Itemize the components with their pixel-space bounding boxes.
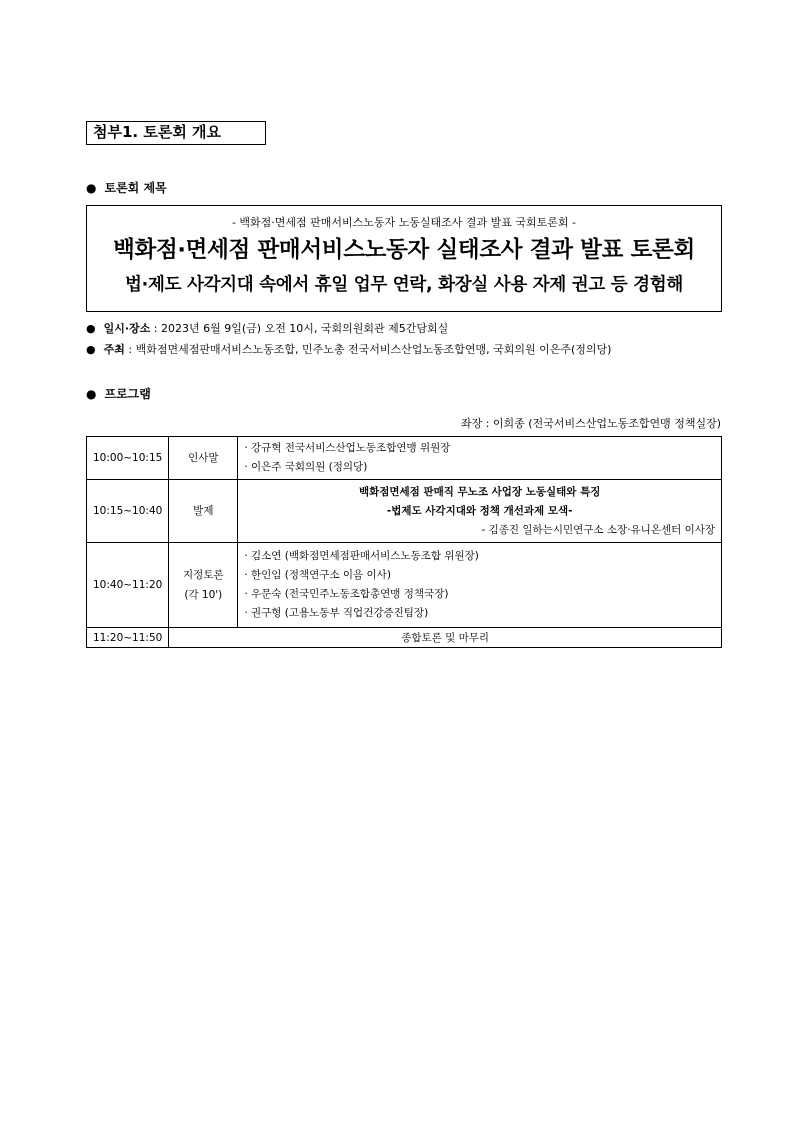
list-item: · 이은주 국회의원 (정의당): [244, 461, 368, 473]
list-item: · 권구형 (고용노동부 직업건강증진팀장): [244, 607, 429, 619]
program-heading-label: 프로그램: [104, 387, 151, 401]
list-item: · 우문숙 (전국민주노동조합총연맹 정책국장): [244, 588, 449, 600]
detail-cell: [238, 543, 722, 628]
bullet-icon: ●: [86, 387, 97, 401]
bullet-icon: ●: [86, 343, 96, 356]
time-cell: 11:20~11:50: [87, 628, 169, 648]
table-row: [87, 628, 722, 648]
list-item: · 김소연 (백화점면세점판매서비스노동조합 위원장): [244, 550, 479, 562]
table-row: [87, 437, 722, 480]
closing-cell: 종합토론 및 마무리: [169, 628, 722, 648]
bullet-icon: ●: [86, 181, 97, 195]
chair-line: 좌장 : 이희종 (전국서비스산업노동조합연맹 정책실장): [460, 417, 721, 430]
presentation-subtitle: -법제도 사각지대와 정책 개선과제 모색-: [386, 504, 573, 517]
presentation-title: 백화점면세점 판매직 무노조 사업장 노동실태와 특징: [358, 485, 601, 498]
bullet-icon: ●: [86, 322, 96, 335]
program-table: [86, 436, 722, 648]
detail-cell: [238, 437, 722, 480]
info-datetime: [86, 321, 448, 337]
attachment-title: 첨부1. 토론회 개요: [86, 121, 266, 145]
time-cell: 10:40~11:20: [87, 543, 169, 628]
kind-cell: 발제: [169, 480, 238, 543]
section-heading-label: 토론회 제목: [104, 181, 167, 195]
info-host: [86, 342, 611, 358]
host-label: 주최: [103, 343, 125, 356]
host-value: : 백화점면세점판매서비스노동조합, 민주노총 전국서비스산업노동조합연맹, 국회의원 이은주(정의당): [124, 343, 612, 356]
datetime-label: 일시·장소: [103, 322, 151, 335]
title-box: [86, 205, 722, 312]
table-row: [87, 543, 722, 628]
section-heading-program: [86, 386, 151, 402]
table-row: [87, 480, 722, 543]
kind-note: (각 10'): [184, 589, 223, 601]
title-subtitle: - 백화점·면세점 판매서비스노동자 노동실태조사 결과 발표 국회토론회 -: [231, 216, 577, 229]
list-item: · 강규혁 전국서비스산업노동조합연맹 위원장: [244, 442, 451, 454]
kind-cell: 인사말: [169, 437, 238, 480]
time-cell: 10:00~10:15: [87, 437, 169, 480]
kind-label: 지정토론: [183, 569, 224, 581]
time-cell: 10:15~10:40: [87, 480, 169, 543]
list-item: · 한인임 (정책연구소 이음 이사): [244, 569, 391, 581]
presenter: - 김종진 일하는시민연구소 소장·유니온센터 이사장: [481, 523, 715, 536]
title-secondary: 법·제도 사각지대 속에서 휴일 업무 연락, 화장실 사용 자제 권고 등 경험해: [125, 275, 683, 295]
kind-cell: [169, 543, 238, 628]
datetime-value: : 2023년 6월 9일(금) 오전 10시, 국회의원회관 제5간담회실: [150, 322, 449, 335]
detail-cell: [238, 480, 722, 543]
section-heading-title: [86, 180, 167, 196]
title-main: 백화점·면세점 판매서비스노동자 실태조사 결과 발표 토론회: [113, 237, 695, 263]
